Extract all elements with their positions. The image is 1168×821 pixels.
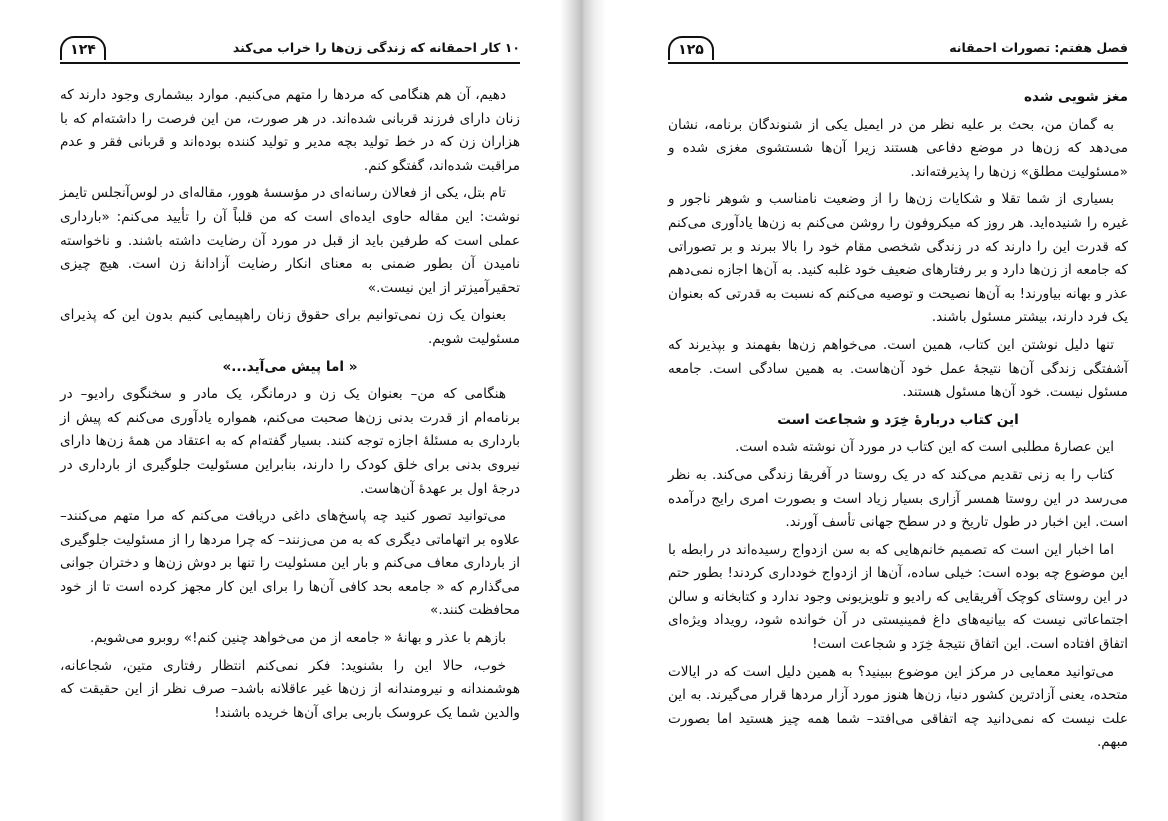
paragraph: تام بتل، یکی از فعالان رسانه‌ای در مؤسسهٔ هوور، مقاله‌ای در لوس‌آنجلس تایمز نوشت: این مقاله حاوی ایده‌ای است که من قلباً آن را تأیید می‌کنم: «بارداری عملی است که طرفین باید از قبل در مورد آن رضایت داشته باشند. و ناخواسته نامیدن آن بطور ضمنی به معنای انکار رضایت آزادانهٔ زن است. هیچ چیزی تحقیرآمیزتر از این نیست.» [60,185,520,296]
left-header-rule [60,62,520,64]
paragraph: بسیاری از شما تقلا و شکایات زن‌ها را از وضعیت نامناسب و شوهر ناجور و غیره را شنیده‌اید. هر روز که میکروفون را روشن می‌کنم به زن‌ها یادآوری می‌کنم که قدرت این را دارند که در زندگی شخصی مقام خود را بالا ببرند و بر تصوراتی که جامعه از زن‌ها دارد و بر رفتارهای ضعیف خود غلبه کنید. به آن‌ها اجازه نمی‌دهم عذر و بهانه بیاورند! به آن‌ها نصیحت و توصیه می‌کنم که نسبت به قدرتی که بعنوان یک فرد دارند، بیشتر مسئول باشند. [668,191,1128,326]
paragraph: بازهم با عذر و بهانهٔ « جامعه از من می‌خواهد چنین کنم!» روبرو می‌شویم. [89,630,506,647]
section-heading: مغز شویی شده [1023,89,1128,105]
paragraph: به گمان من، بحث بر علیه نظر من در ایمیل یکی از شنوندگان برنامه، نشان می‌دهد که زن‌ها در موضع دفاعی هستند زیرا آن‌ها شستشوی مغزی شده و «مسئولیت مطلق» زن‌ها را پذیرفته‌اند. [668,116,1128,180]
book-gutter [560,0,606,821]
paragraph: دهیم، آن هم هنگامی که مردها را متهم می‌کنیم. موارد بیشماری وجود دارند که زنان دارای فرزند قربانی شده‌اند. در هر صورت، من این فرصت را داشته‌ام که با هزاران زن که در خط تولید بچه مدیر و تولید کننده بوده‌اند و قربانی فقر و عدم مراقبت شده‌اند، گفتگو کنم. [60,87,520,174]
paragraph: اما اخبار این است که تصمیم خانم‌هایی که به سن ازدواج رسیده‌اند در رابطه با این موضوع چه بوده است: خیلی ساده، آن‌ها از ازدواج خودداری کردند! بطور حتم در این روستای کوچک آفریقایی که رادیو و تلویزیونی وجود ندارد و کتابخانه و سالن اجتماعاتی نیست که بیانیه‌های داغ فمینیستی در آن خوانده شود، رویداد ویژه‌ای اتفاق افتاده است. این اتفاق نتیجهٔ خِرَد و شجاعت است! [668,541,1128,653]
left-page-header [60,36,520,64]
paragraph: بعنوان یک زن نمی‌توانیم برای حقوق زنان راهپیمایی کنیم بدون این که پذیرای مسئولیت شویم. [60,307,520,347]
paragraph: تنها دلیل نوشتن این کتاب، همین است. می‌خواهم زن‌ها بفهمند و بپذیرند که آشفتگی زندگی آن‌ها نتیجهٔ عمل خود آن‌هاست. به همین سادگی است. جامعه مسئول نیست. خود آن‌ها مسئول هستند. [668,336,1128,401]
paragraph: هنگامی که من– بعنوان یک زن و درمانگر، یک مادر و سخنگوی رادیو– در برنامه‌ام از قدرت بدنی زن‌ها صحبت می‌کنم، همواره یادآوری می‌کنم که پیش از بارداری به مسئلهٔ اجازه توجه کنند. بسیار گفته‌ام که به اعتقاد من همهٔ زن‌ها دارای نیروی بدنی برای خلق کودک را دارند، بنابراین مسئولیت جلوگیری از بارداری در درجهٔ اول بر عهدهٔ آن‌هاست. [60,386,520,497]
paragraph: می‌توانید تصور کنید چه پاسخ‌های داغی دریافت می‌کنم که مرا متهم می‌کنند– علاوه بر اتهاماتی دیگری که به من می‌زنند– که چرا مردها را از مسئولیت جلوگیری از بارداری معاف می‌کنم و بار این مسئولیت را تنها بر دوش زن‌ها و دختران جوانی می‌گذارم که « جامعه بحد کافی آن‌ها را برای این کار مجهز کرده است تا از خود محافظت کنند.» [60,508,520,619]
section-heading: این کتاب دربارهٔ خِرَد و شجاعت است [777,411,1019,428]
paragraph: کتاب را به زنی تقدیم می‌کند که در یک روستا در آفریقا زندگی می‌کند. به نظر می‌رسد در این روستا همسر آزاری بسیار زیاد است و بصورت امری رایج درآمده است. این اخبار در طول تاریخ و در سطح جهانی تأسف آورند. [668,466,1128,531]
right-header-rule [668,62,1128,64]
paragraph: این عصارهٔ مطلبی است که این کتاب در مورد آن نوشته شده است. [735,439,1114,456]
right-page-number: ۱۲۵ [668,36,714,60]
left-page-number: ۱۲۴ [60,36,106,60]
left-page [0,0,560,821]
right-page-body [668,84,1128,759]
paragraph: خوب، حالا این را بشنوید: فکر نمی‌کنم انتظار رفتاری متین، شجاعانه، هوشمندانه و نیرومندانه از زن‌ها غیر عاقلانه باشد– صرف نظر از این حقیقت که والدین شما یک عروسک باربی برای آن‌ها خریده باشند! [60,657,520,721]
left-header-title: ۱۰ کار احمقانه که زندگی زن‌ها را خراب می‌کند [232,40,520,55]
right-page [606,0,1168,821]
right-page-header [668,36,1128,64]
right-header-title: فصل هفتم: تصورات احمقانه [949,40,1128,55]
left-page-body [60,84,520,729]
paragraph: می‌توانید معمایی در مرکز این موضوع ببینید؟ به همین دلیل است که در ایالات متحده، یعنی آزادترین کشور دنیا، زن‌ها هنوز مورد آزار مردها قرار می‌گیرند. به این علت نیست که نمی‌دانید چه اتفاقی می‌افتد– شما همه چیز هستید اما بصورت مبهم. [668,663,1128,751]
section-heading: « اما پیش می‌آید...» [222,358,358,375]
